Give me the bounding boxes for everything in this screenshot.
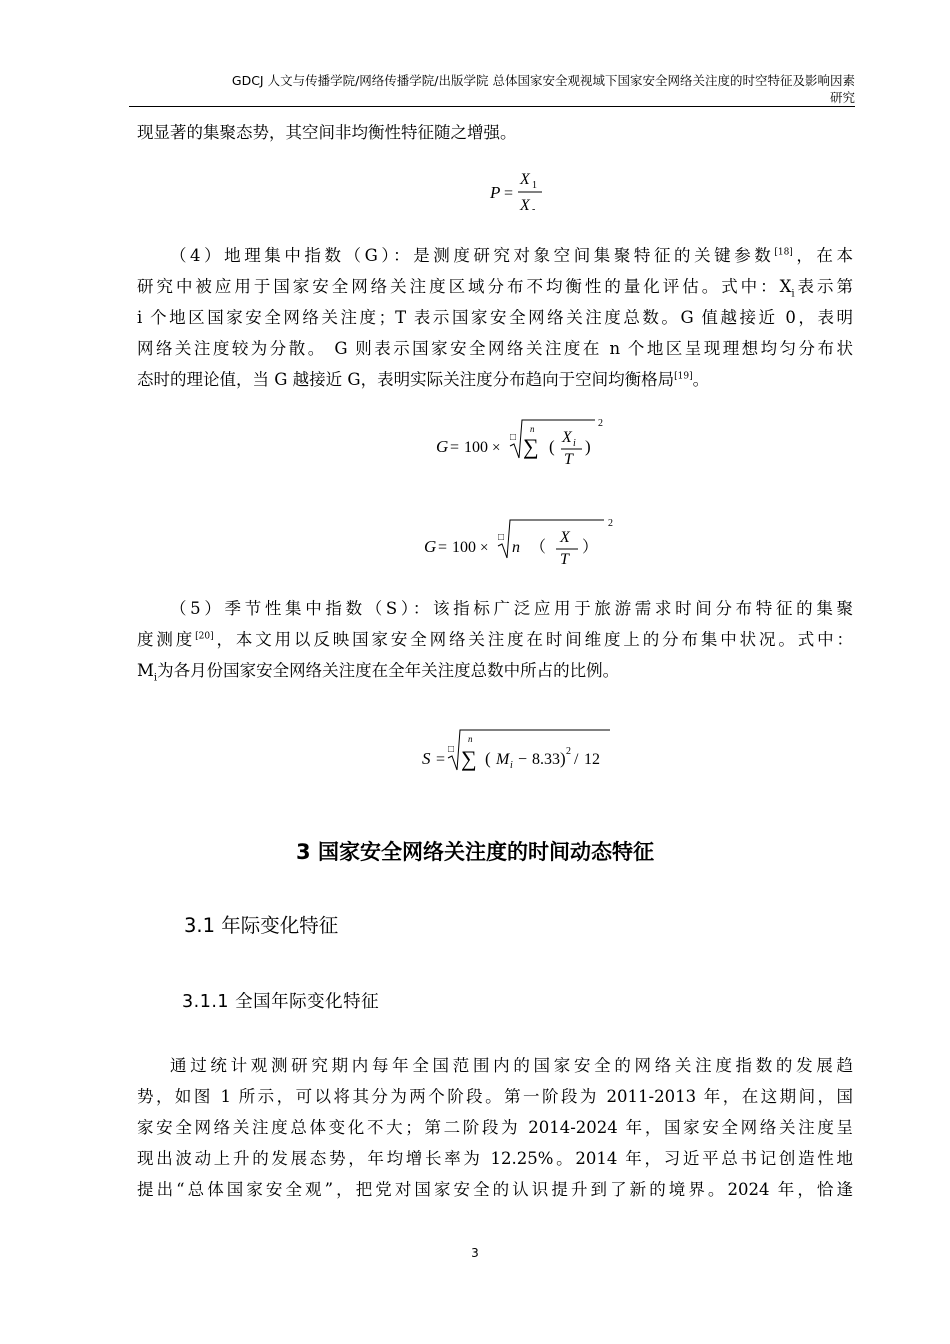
- header-line-2: 研究: [829, 90, 855, 105]
- subsection-heading-3-1: 3.1 年际变化特征: [184, 914, 339, 937]
- para4-line-3: i 个地区国家安全网络关注度；T 表示国家安全网络关注度总数。G 值越接近 0，表明: [137, 308, 853, 327]
- formula-g1-sigma: ∑: [523, 434, 539, 459]
- formula-g1-lparen: (: [549, 437, 555, 456]
- paragraph-annual-trend: [137, 1050, 853, 1205]
- formula-p-denominator-sub: -: [532, 204, 536, 212]
- citation-20[interactable]: [20]: [195, 631, 214, 642]
- formula-p-eq: =: [504, 185, 514, 202]
- formula-g2-coef: 100: [452, 539, 476, 556]
- formula-g1-n: n: [530, 424, 535, 434]
- header-divider: [129, 106, 855, 107]
- formula-p: [480, 166, 560, 212]
- paragraph-geographic-concentration: [137, 240, 853, 395]
- formula-s-exponent: 2: [566, 746, 571, 757]
- formula-p-numerator-sub: 1: [532, 180, 537, 191]
- formula-g1-coef: 100: [464, 439, 488, 456]
- para5-mi-subscript: i: [153, 672, 158, 684]
- formula-s-div: /: [574, 751, 579, 768]
- body-line-3: 家安全网络关注度总体变化不大；第二阶段为 2014-2024 年，国家安全网络关注度呈: [137, 1118, 853, 1137]
- formula-g1-eq: =: [450, 439, 460, 456]
- formula-g2-exponent: 2: [608, 518, 613, 529]
- para4-line-2: [137, 271, 853, 302]
- formula-s: [416, 722, 646, 778]
- formula-s-placeholder-box: □: [448, 744, 455, 755]
- formula-g1-placeholder-box: □: [510, 432, 517, 443]
- para4-line-5-text: 态时的理论值，当 G 越接近 G，表明实际关注度分布趋向于空间均衡格局: [137, 370, 675, 389]
- formula-g1-lhs: G: [436, 437, 449, 456]
- formula-g2-rparen: ）: [582, 539, 599, 556]
- running-header: [129, 72, 855, 106]
- para5-line-2: [137, 624, 853, 655]
- para4-xi-subscript: i: [791, 288, 795, 300]
- para4-line-5-tail: 。: [692, 370, 710, 389]
- citation-18[interactable]: [18]: [774, 247, 793, 258]
- formula-s-m: M: [496, 751, 510, 768]
- para5-line-2-text: 度测度: [137, 630, 196, 649]
- formula-g2-numerator: X: [560, 529, 570, 546]
- intro-paragraph: [137, 117, 853, 148]
- formula-g2-lhs: G: [424, 537, 437, 556]
- formula-s-lparen: (: [485, 749, 491, 768]
- formula-s-minus: −: [518, 751, 528, 768]
- body-line-2: 势，如图 1 所示，可以将其分为两个阶段。第一阶段为 2011-2013 年，在这期间，国: [137, 1087, 853, 1106]
- formula-s-lhs: S: [422, 749, 431, 768]
- formula-g1-exponent: 2: [598, 418, 603, 429]
- formula-g2-lparen: （: [530, 539, 547, 556]
- para4-line-1: [137, 240, 853, 271]
- formula-g2-eq: =: [438, 539, 448, 556]
- para4-line-1-tail: ，在本: [792, 246, 853, 265]
- formula-g1-numerator-sub: i: [573, 438, 576, 449]
- body-line-4: 现出波动上升的发展态势，年均增长率为 12.25%。2014 年，习近平总书记创造性地: [137, 1149, 853, 1168]
- section-heading-3: 3 国家安全网络关注度的时间动态特征: [296, 840, 654, 864]
- para5-line-3: [137, 655, 853, 686]
- formula-g2-denominator: T: [560, 551, 569, 566]
- citation-19[interactable]: [19]: [674, 371, 693, 382]
- formula-s-m-sub: i: [510, 760, 513, 771]
- subsubsection-heading-3-1-1: 3.1.1 全国年际变化特征: [182, 992, 380, 1012]
- formula-s-const: 8.33: [532, 751, 560, 768]
- para5-line-3-text: M: [137, 661, 154, 680]
- formula-g2-placeholder-box: □: [498, 532, 505, 543]
- formula-p-denominator: X: [520, 197, 530, 212]
- formula-p-lhs: P: [490, 183, 501, 202]
- para4-line-2-tail: 表示第: [794, 277, 853, 296]
- para4-line-5: [137, 364, 853, 395]
- body-line-1: 通过统计观测研究期内每年全国范围内的国家安全的网络关注度指数的发展趋: [170, 1056, 853, 1075]
- formula-s-eq: =: [436, 751, 446, 768]
- para4-line-1-text: （4）地理集中指数（G）：是测度研究对象空间集聚特征的关键参数: [170, 246, 775, 265]
- para5-line-3-tail: 为各月份国家安全网络关注度在全年关注度总数中所占的比例。: [157, 661, 620, 680]
- formula-s-sigma: ∑: [461, 746, 477, 771]
- formula-g-actual: [430, 410, 630, 466]
- formula-s-divisor: 12: [584, 751, 600, 768]
- formula-p-numerator: X: [520, 171, 530, 188]
- formula-g-ideal: [418, 510, 638, 566]
- formula-g2-n: n: [512, 539, 520, 556]
- para5-line-2-tail: ，本文用以反映国家安全网络关注度在时间维度上的分布集中状况。式中：: [213, 630, 854, 649]
- paragraph-seasonal-concentration: [137, 593, 853, 686]
- formula-s-rparen: ): [560, 749, 566, 768]
- body-line-5: 提出“总体国家安全观”，把党对国家安全的认识提升到了新的境界。2024 年，恰逢: [137, 1180, 853, 1199]
- formula-g1-numerator: X: [562, 429, 572, 446]
- formula-g1-denominator: T: [564, 451, 573, 466]
- formula-g1-rparen: ): [585, 437, 591, 456]
- formula-g1-times: ×: [492, 440, 501, 456]
- formula-g2-times: ×: [480, 540, 489, 556]
- intro-line: 现显著的集聚态势，其空间非均衡性特征随之增强。: [137, 123, 517, 142]
- para4-line-4: 网络关注度较为分散。 G 则表示国家安全网络关注度在 n 个地区呈现理想均匀分布状: [137, 339, 853, 358]
- para4-line-2-text: 研究中被应用于国家安全网络关注度区域分布不均衡性的量化评估。式中：X: [137, 277, 792, 296]
- para5-line-1: （5）季节性集中指数（S）：该指标广泛应用于旅游需求时间分布特征的集聚: [170, 599, 853, 618]
- page-number: 3: [471, 1246, 479, 1260]
- header-line-1: GDCJ 人文与传播学院/网络传播学院/出版学院 总体国家安全观视域下国家安全网络关注度的时空特征及影响因素: [231, 73, 855, 88]
- formula-s-n: n: [468, 734, 473, 744]
